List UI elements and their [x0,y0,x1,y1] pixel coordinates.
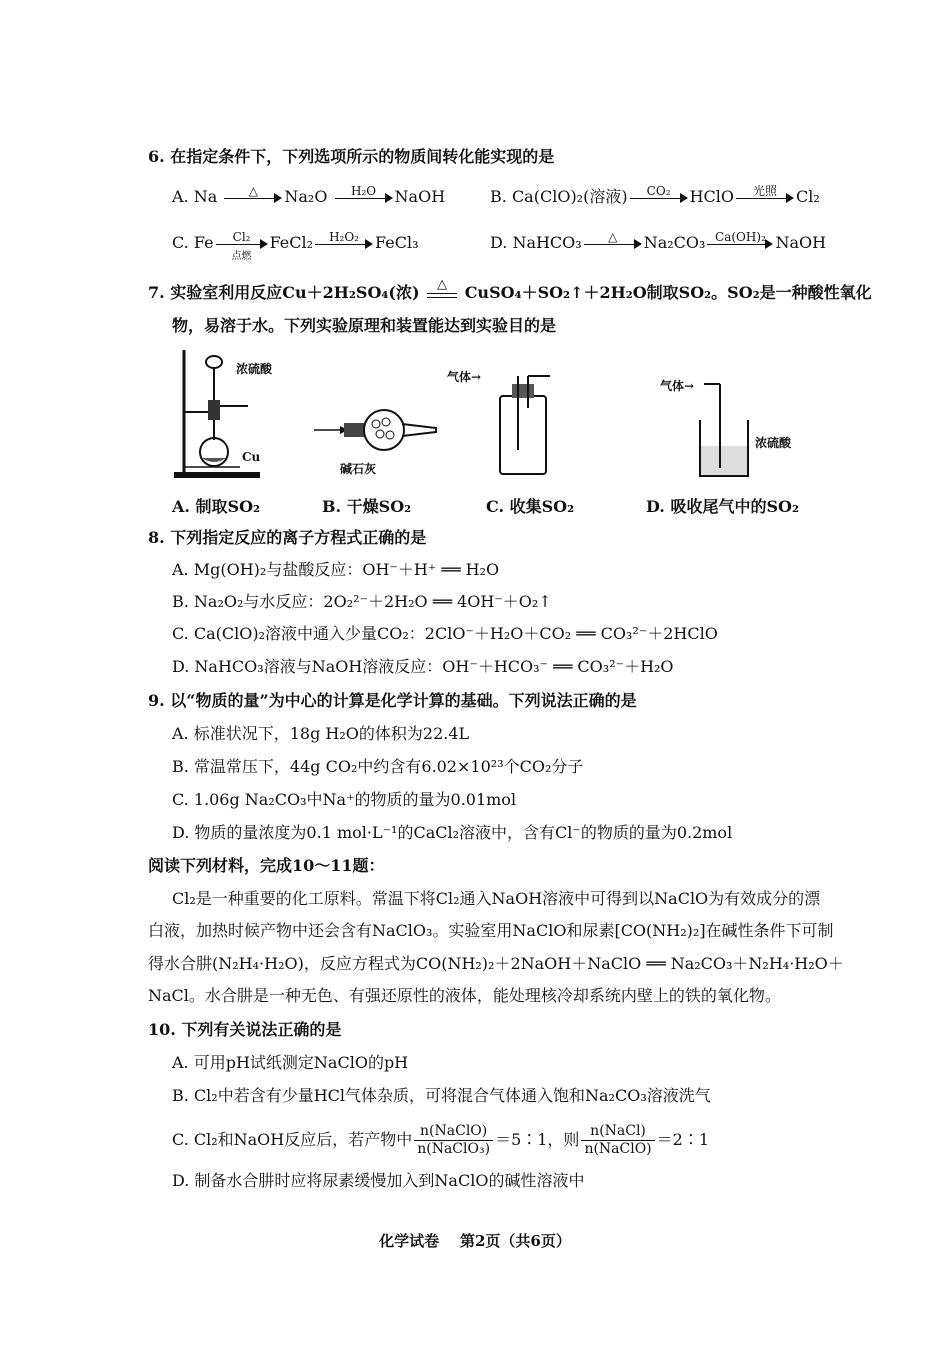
apparatus-c-collection-bottle [490,368,570,478]
q8-option-c: C. Ca(ClO)₂溶液中通入少量CO₂：2ClO⁻＋H₂O＋CO₂ ══ CO₃²⁻＋2HClO [172,624,718,643]
label-gas-c: 气体→ [447,370,482,384]
reaction-arrow: Cl₂ 点燃 [216,233,268,255]
q7-caption-d: D. 吸收尾气中的SO₂ [646,497,799,516]
q10-option-b: B. Cl₂中若含有少量HCl气体杂质，可将混合气体通入饱和Na₂CO₃溶液洗气 [172,1086,711,1105]
reaction-arrow: △ [224,187,282,209]
reading-paragraph-line1: Cl₂是一种重要的化工原料。常温下将Cl₂通入NaOH溶液中可得到以NaClO为有效成分的漂 [172,889,821,908]
label-concentrated-sulfuric-acid: 浓硫酸 [236,362,273,376]
q9-option-a: A. 标准状况下，18g H₂O的体积为22.4L [172,724,470,743]
reading-intro: 阅读下列材料，完成10～11题： [148,856,385,875]
reaction-arrow: CO₂ [630,187,688,209]
reaction-arrow: 光照 [736,187,794,209]
q8-stem: 8. 下列指定反应的离子方程式正确的是 [148,528,427,547]
label-soda-lime: 碱石灰 [340,462,377,476]
heat-equals-sign: △ [425,283,459,305]
label-copper: Cu [242,450,261,464]
fraction-naclo-over-naclo3: $\frac{\text{n(NaClO)}}{\text{n(NaClO₃)}}$ [414,1123,493,1158]
q7-stem-line2: 物，易溶于水。下列实验原理和装置能达到实验目的是 [172,316,557,335]
q7-caption-b: B. 干燥SO₂ [322,497,412,516]
reaction-arrow: H₂O [335,187,393,209]
q9-option-c: C. 1.06g Na₂CO₃中Na⁺的物质的量为0.01mol [172,790,517,809]
q7-caption-c: C. 收集SO₂ [486,497,575,516]
q10-stem: 10. 下列有关说法正确的是 [148,1020,342,1039]
q7-stem-line1: 7. 实验室利用反应Cu＋2H₂SO₄(浓) △ CuSO₄＋SO₂↑＋2H₂O制取SO₂。SO₂是一种酸性氧化 [148,282,872,305]
q8-option-b: B. Na₂O₂与水反应：2O₂²⁻＋2H₂O ══ 4OH⁻＋O₂↑ [172,592,552,611]
label-concentrated-sulfuric-acid-d: 浓硫酸 [755,436,792,450]
label-gas-d: 气体→ [660,379,695,393]
q8-option-a: A. Mg(OH)₂与盐酸反应：OH⁻＋H⁺ ══ H₂O [172,560,500,579]
reading-paragraph-line2: 白液，加热时候产物中还会含有NaClO₃。实验室用NaClO和尿素[CO(NH₂)₂]在碱性条件下可制 [148,921,834,940]
q9-option-b: B. 常温常压下，44g CO₂中约含有6.02×10²³个CO₂分子 [172,757,584,776]
q10-option-c: C. Cl₂和NaOH反应后，若产物中 $\frac{\text{n(NaClO)}}{\text{n(NaClO₃)}}$ ＝5∶1，则 $\frac{\text{n(NaCl)}}{\text{n(NaClO)}}$ ＝2∶1 [172,1123,710,1157]
q6-stem: 6. 在指定条件下，下列选项所示的物质间转化能实现的是 [148,147,555,166]
reaction-arrow: H₂O₂ [315,233,373,255]
page-footer: 化学试卷 第2页（共6页） [379,1232,571,1250]
q10-option-d: D. 制备水合肼时应将尿素缓慢加入到NaClO的碱性溶液中 [172,1171,585,1190]
apparatus-d-absorption-beaker [690,380,760,480]
reading-paragraph-line4: NaCl。水合肼是一种无色、有强还原性的液体，能处理核冷却系统内壁上的铁的氧化物。 [148,986,781,1005]
apparatus-b-drying-tube [310,405,440,455]
q6-option-c: C. Fe Cl₂ 点燃 FeCl₂ H₂O₂ FeCl₃ [172,229,419,262]
q6-option-d: D. NaHCO₃ △ Na₂CO₃ Ca(OH)₂ NaOH [490,232,826,255]
q10-option-a: A. 可用pH试纸测定NaClO的pH [172,1053,409,1072]
reading-paragraph-line3: 得水合肼(N₂H₄·H₂O)，反应方程式为CO(NH₂)₂＋2NaOH＋NaClO ══ Na₂CO₃＋N₂H₄·H₂O＋ [148,954,844,973]
reaction-arrow: △ [584,233,642,255]
q9-stem: 9. 以“物质的量”为中心的计算是化学计算的基础。下列说法正确的是 [148,691,637,710]
q6-option-b: B. Ca(ClO)₂(溶液) CO₂ HClO 光照 Cl₂ [490,186,820,209]
q8-option-d: D. NaHCO₃溶液与NaOH溶液反应：OH⁻＋HCO₃⁻ ══ CO₃²⁻＋H₂O [172,657,674,676]
q7-caption-a: A. 制取SO₂ [172,497,261,516]
q9-option-d: D. 物质的量浓度为0.1 mol·L⁻¹的CaCl₂溶液中，含有Cl⁻的物质的量为0.2mol [172,823,733,842]
q6-option-a: A. Na △ Na₂O H₂O NaOH [172,186,445,209]
fraction-nacl-over-naclo: $\frac{\text{n(NaCl)}}{\text{n(NaClO)}}$ [581,1123,654,1158]
reaction-arrow: Ca(OH)₂ [707,233,773,255]
